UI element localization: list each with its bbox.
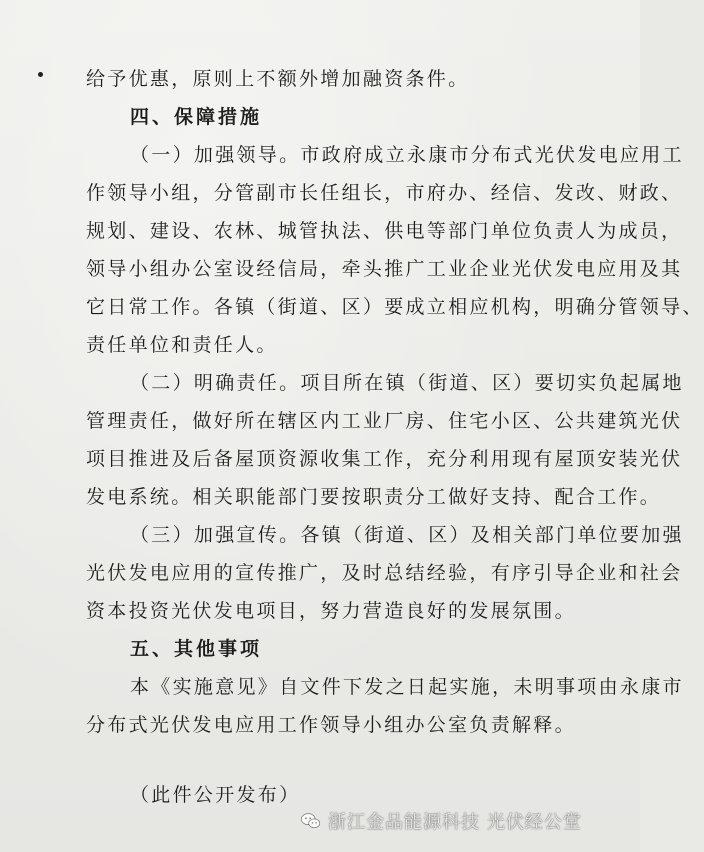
paragraph-publicity-line: （三）加强宣传。各镇（街道、区）及相关部门单位要加强	[130, 524, 684, 546]
paragraph-implementation-line: 本《实施意见》自文件下发之日起实施，未明事项由永康市	[130, 676, 684, 698]
wechat-icon	[300, 810, 322, 832]
watermark	[300, 806, 582, 836]
paragraph-responsibility-line: （二）明确责任。项目所在镇（街道、区）要切实负起属地	[130, 372, 684, 394]
watermark-text: 浙江金品能源科技 光伏经公堂	[328, 812, 582, 833]
paragraph-leadership-line: （一）加强领导。市政府成立永康市分布式光伏发电应用工	[130, 144, 684, 166]
body-line: 管理责任，做好所在辖区内工业厂房、住宅小区、公共建筑光伏	[86, 410, 683, 432]
publication-note: （此件公开发布）	[130, 784, 301, 806]
body-line: 给予优惠，原则上不额外增加融资条件。	[86, 68, 470, 90]
body-line: 资本投资光伏发电项目，努力营造良好的发展氛围。	[86, 600, 576, 622]
body-line: 作领导小组，分管副市长任组长，市府办、经信、发改、财政、	[86, 182, 683, 204]
section-heading-safeguards: 四、保障措施	[130, 106, 263, 128]
margin-dot	[38, 72, 43, 77]
body-line: 责任单位和责任人。	[86, 334, 278, 356]
body-line: 光伏发电应用的宣传推广，及时总结经验，有序引导企业和社会	[86, 562, 683, 584]
body-line: 它日常工作。各镇（街道、区）要成立相应机构，明确分管领导、	[86, 296, 704, 318]
section-heading-other: 五、其他事项	[130, 638, 263, 660]
body-line: 规划、建设、农林、城管执法、供电等部门单位负责人为成员，	[86, 220, 683, 242]
body-line: 领导小组办公室设经信局，牵头推广工业企业光伏发电应用及其	[86, 258, 683, 280]
body-line: 发电系统。相关职能部门要按职责分工做好支持、配合工作。	[86, 486, 662, 508]
body-line: 分布式光伏发电应用工作领导小组办公室负责解释。	[86, 714, 576, 736]
body-line: 项目推进及后备屋顶资源收集工作，充分利用现有屋顶安装光伏	[86, 448, 683, 470]
